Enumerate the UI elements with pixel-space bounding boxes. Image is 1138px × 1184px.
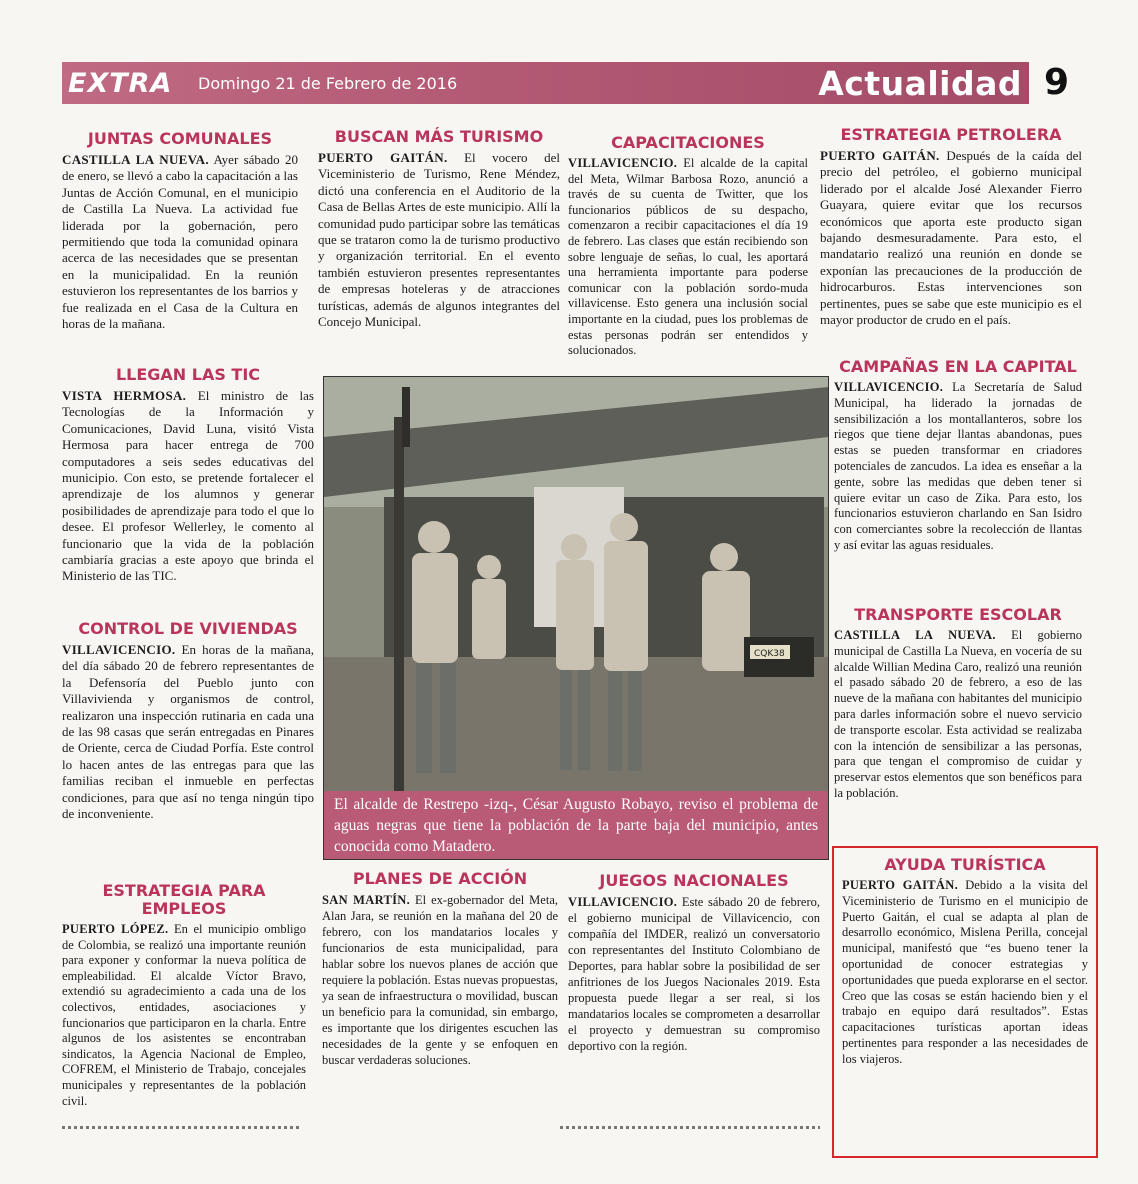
page-header xyxy=(62,62,1084,104)
article-ayuda-turistica xyxy=(842,856,1088,1068)
article-title: PLANES DE ACCIÓN xyxy=(352,869,528,888)
article-transporte-escolar xyxy=(834,606,1082,802)
issue-date: Domingo 21 de Febrero de 2016 xyxy=(198,74,458,93)
article-title: CAPACITACIONES xyxy=(611,133,765,152)
article-llegan-las-tic xyxy=(62,366,314,585)
article-juntas-comunales xyxy=(62,130,298,332)
article-title: JUEGOS NACIONALES xyxy=(599,871,789,890)
section-title: Actualidad xyxy=(818,64,1022,103)
article-buscan-mas-turismo xyxy=(318,128,560,330)
article-body: PUERTO GAITÁN. El vocero del Viceministerio de Turismo, Rene Méndez, dictó una conferencia en el Auditorio de la Casa de Bellas Artes de este municipio. Allí la comunidad pudo participar sobre las temáticas que se trataron como la de turismo productivo y organización territorial. En el evento también estuvieron presentes representantes de empresas hoteleras y de atracciones turísticas, además de algunos integrantes del Concejo Municipal. xyxy=(318,150,560,330)
article-campanas-capital xyxy=(834,358,1082,554)
article-body: SAN MARTÍN. El ex-gobernador del Meta, Alan Jara, se reunión en la mañana del 20 de febrero, con los mandatarios locales y funcionarios de esta municipalidad, para hablar sobre los nuevos planes de acción que requiere la población. Estas nuevas propuestas, ya sean de infraestructura o movilidad, buscan un beneficio para la comunidad, sin embargo, es importante que los dirigentes escuchen las necesidades de la gente y se enfoquen en buscar verdaderas soluciones. xyxy=(322,893,558,1067)
article-title: CAMPAÑAS EN LA CAPITAL xyxy=(839,357,1077,376)
article-title: ESTRATEGIA PETROLERA xyxy=(840,125,1062,144)
article-control-de-viviendas xyxy=(62,620,314,822)
article-juegos-nacionales xyxy=(568,872,820,1054)
article-capacitaciones xyxy=(568,134,808,359)
page-number: 9 xyxy=(1029,62,1084,104)
article-title: CONTROL DE VIVIENDAS xyxy=(78,619,298,638)
article-body: PUERTO GAITÁN. Después de la caída del precio del petróleo, el gobierno municipal liderado por el alcalde José Alexander Fierro Guayara, quiere evitar que los recursos económicos que aporta este producto sigan bajando desmesuradamente. Para esto, el mandatario realizó una reunión en donde se exponían las precauciones de la producción de hidrocarburos. Estas intervenciones son pertinentes, pues se sabe que este municipio es el mayor productor de crudo en el país. xyxy=(820,148,1083,328)
article-title: JUNTAS COMUNALES xyxy=(87,129,273,148)
article-body: CASTILLA LA NUEVA. El gobierno municipal de Castilla La Nueva, en vocería de su alcalde Willian Medina Caro, realizó una reunión el pasado sábado 20 de febrero, a eso de las nueve de la mañana con habitantes del municipio para darles información sobre el nuevo servicio de transporte escolar. Esta actividad se realizaba con la intención de sensibilizar a las personas, para que tengan el compromiso de cuidar y preservar estos elementos que son benéficos para la población. xyxy=(834,628,1082,800)
photo-caption: El alcalde de Restrepo -izq-, César Augusto Robayo, reviso el problema de aguas negras que tiene la población de la parte baja del municipio, antes conocida como Matadero. xyxy=(324,791,828,859)
article-body: PUERTO GAITÁN. Debido a la visita del Viceministerio de Turismo en el municipio de Puerto Gaitán, el cual se adapta al plan de desarrollo económico, Mislena Perilla, concejal municipal, manifestó que “es bueno tener la oportunidad de conocer estrategias y oportunidades que pueda explorarse en el sector. Creo que las cosas se están haciendo bien y el trabajo en equipo dará resultados”. Estas capacitaciones turísticas aportan ideas pertinentes para responder a las necesidades de los viajeros. xyxy=(842,878,1088,1066)
article-body: VILLAVICENCIO. El alcalde de la capital del Meta, Wilmar Barbosa Rozo, anunció a través de su cuenta de Twitter, que los funcionarios públicos de su despacho, comenzaron a recibir capacitaciones el día 19 de febrero. Las clases que están recibiendo son sobre lenguaje de señas, lo cual, les aportará una herramienta importante para poderse comunicar con la población sordo-muda villavicense. Esto genera una inclusión social importante en la ciudad, pues los problemas de estas personas podrán ser entendidos y solucionados. xyxy=(568,156,808,358)
article-title: BUSCAN MÁS TURISMO xyxy=(334,127,544,146)
article-title: TRANSPORTE ESCOLAR xyxy=(854,605,1062,624)
article-estrategia-empleos xyxy=(62,882,306,1109)
article-body: VISTA HERMOSA. El ministro de las Tecnologías de la Información y Comunicaciones, David Luna, visitó Vista Hermosa para hacer entrega de 700 computadores a seis sedes educativas del municipio. Con esto, se pretende fortalecer el aprendizaje de los alumnos y generar posibilidades de aprendizaje para todo el que lo desee. El profesor Wellerley, le comento al funcionario que la vida de la población cambiaría gracias a este apoyo que brinda el Ministerio de las TIC. xyxy=(62,388,314,584)
article-title: AYUDA TURÍSTICA xyxy=(884,855,1046,874)
article-estrategia-petrolera xyxy=(820,126,1082,328)
news-photo xyxy=(323,376,829,860)
article-body: PUERTO LÓPEZ. En el municipio ombligo de Colombia, se realizó una importante reunión para exponer y conformar la nueva política de empleabilidad. El alcalde Víctor Bravo, extendió su agradecimiento a cada una de los colectivos, entidades, asociaciones y funcionarios que participaron en la charla. Entre algunos de los asistentes se encontraban sindicatos, la Agencia Nacional de Empleo, COFREM, el Ministerio de Trabajo, concejales municipales y representantes de la población civil. xyxy=(62,922,307,1108)
article-planes-de-accion xyxy=(322,870,558,1068)
newspaper-logo: EXTRA xyxy=(68,68,173,99)
article-body: VILLAVICENCIO. Este sábado 20 de febrero, el gobierno municipal de Villavicencio, con compañía del IMDER, realizó un conversatorio con representantes del Instituto Colombiano de Deportes, para hablar sobre la posibilidad de ser anfitriones de los Juegos Nacionales 2019. Esta propuesta puede llegar a ser real, si los mandatarios locales se comprometen a desarrollar el proyecto y demuestran su compromiso deportivo con la región. xyxy=(568,895,820,1053)
article-body: CASTILLA LA NUEVA. Ayer sábado 20 de enero, se llevó a cabo la capacitación a las Juntas de Acción Comunal, en el municipio de Castilla La Nueva. La actividad fue liderada por la gobernación, pero permitiendo que toda la comunidad opinara acerca de las necesidades que se presentan en la municipalidad. En la reunión estuvieron los representantes de los barrios y fue realizada en el Casa de la Cultura en horas de la mañana. xyxy=(62,152,298,332)
footer-rule xyxy=(560,1126,820,1129)
article-title: ESTRATEGIA PARA EMPLEOS xyxy=(102,881,266,918)
footer-rule xyxy=(62,1126,302,1129)
article-body: VILLAVICENCIO. La Secretaría de Salud Municipal, ha liderado la jornadas de sensibilización a los montallanteros, sobre los riegos que tiene dejar llantas abandonas, pues estas se pueden transformar en criadores potenciales de zancudos. La idea es enseñar a la gente, sobre las medidas que deben tener si quiere evitar un caso de Zika. Para esto, los funcionarios estuvieron charlando en San Isidro con comerciantes sobre la recolección de llantas y así evitar las aguas residuales. xyxy=(834,380,1082,552)
motorcycle-plate: CQK38 xyxy=(754,649,785,659)
article-body: VILLAVICENCIO. En horas de la mañana, del día sábado 20 de febrero representantes de la Defensoría del Pueblo junto con Villavivienda y organismos de control, realizaron una inspección rutinaria en cada una de las 98 casas que serán entregadas en Pinares de Oriente, cerca de Ciudad Porfía. Este control lo hacen antes de las entregas para que las familias reciban el inmueble en perfectas condiciones, para que así no tenga ningún tipo de inconveniente. xyxy=(62,642,314,822)
article-title: LLEGAN LAS TIC xyxy=(115,365,261,384)
photo-image xyxy=(324,377,828,791)
